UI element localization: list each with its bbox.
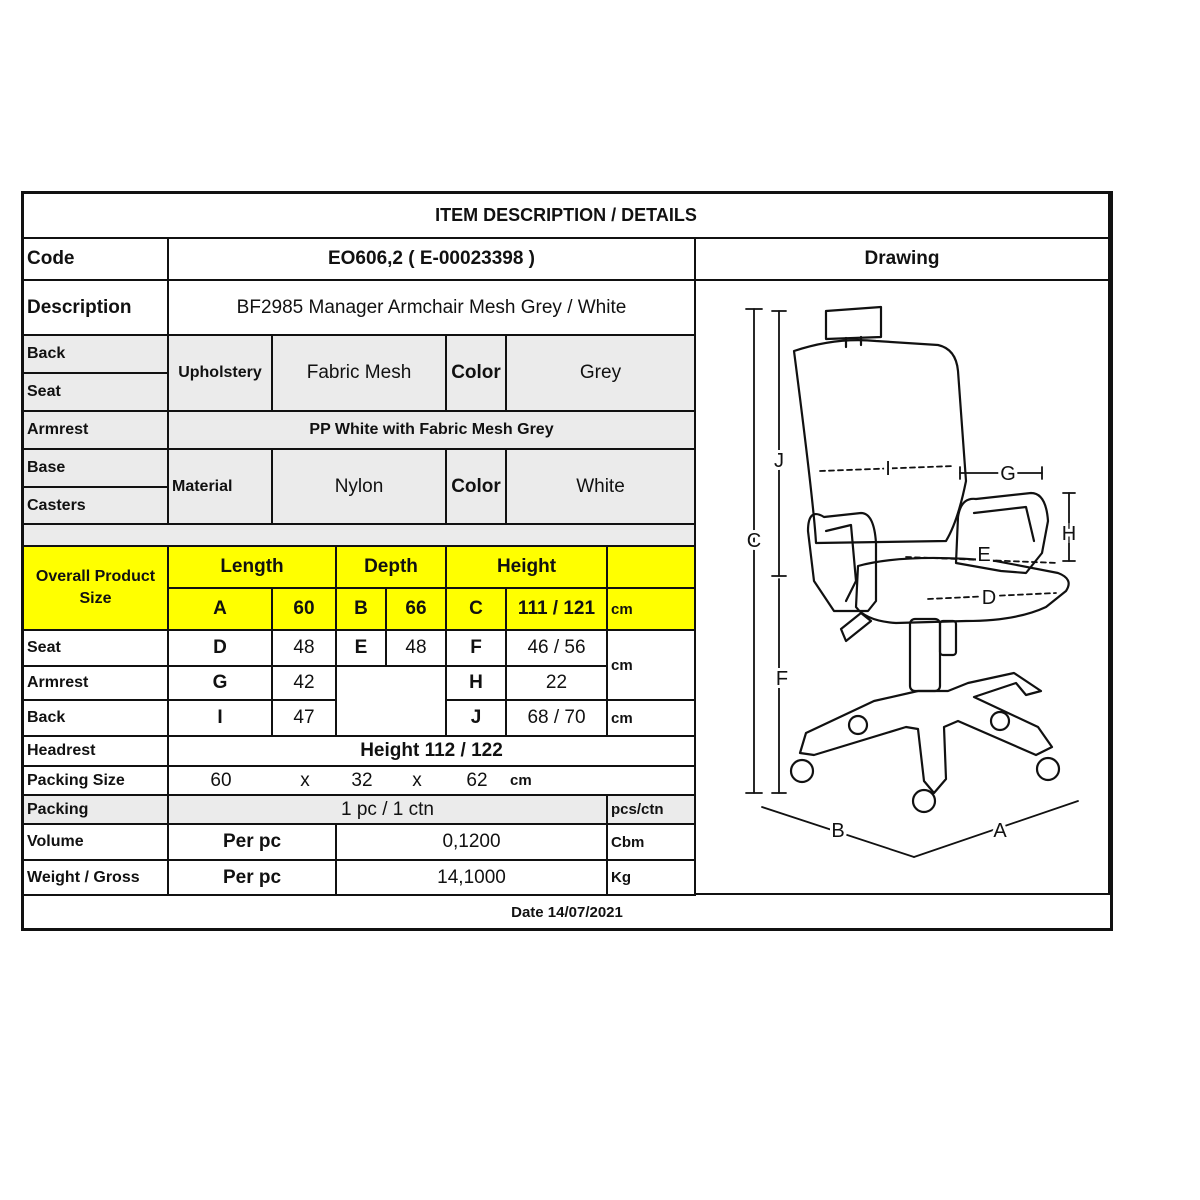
dim-b-key: B (337, 589, 387, 631)
chair-drawing (696, 281, 1110, 895)
dim-c-key: C (447, 589, 507, 631)
caster-back-right (991, 712, 1009, 730)
dim-e-key: E (337, 631, 387, 667)
backrest-shape (794, 340, 966, 543)
diagram-label-d: D (981, 587, 997, 609)
packing-size-x-1: x (273, 767, 337, 796)
packing-size-unit: cm (507, 767, 696, 796)
material-value: Nylon (273, 450, 447, 525)
length-header: Length (169, 547, 337, 589)
packing-unit: pcs/ctn (608, 796, 696, 825)
description-label: Description (24, 281, 169, 336)
volume-label: Volume (24, 825, 169, 861)
dim-d-value: 48 (273, 631, 337, 667)
dim-d-key: D (169, 631, 273, 667)
volume-per: Per pc (169, 825, 337, 861)
upholstery-label: Upholstery (169, 336, 273, 412)
dim-j-key: J (447, 701, 507, 737)
dim-f-value: 46 / 56 (507, 631, 608, 667)
date-footer: Date 14/07/2021 (24, 896, 1110, 928)
back-unit: cm (608, 701, 696, 737)
dim-a-key: A (169, 589, 273, 631)
spacer-row (24, 525, 696, 547)
headrest-label: Headrest (24, 737, 169, 767)
empty-merged-cell (337, 667, 447, 737)
packing-value: 1 pc / 1 ctn (169, 796, 608, 825)
back-dims-label: Back (24, 701, 169, 737)
dim-e-value: 48 (387, 631, 447, 667)
description-value: BF2985 Manager Armchair Mesh Grey / White (169, 281, 696, 336)
dim-j-value: 68 / 70 (507, 701, 608, 737)
diagram-label-i: I (885, 458, 891, 480)
dim-f-key: F (447, 631, 507, 667)
headrest-value: Height 112 / 122 (169, 737, 696, 767)
packing-size-x-2: x (387, 767, 447, 796)
armrest-label: Armrest (24, 412, 169, 450)
upholstery-value: Fabric Mesh (273, 336, 447, 412)
diagram-label-j: J (774, 450, 784, 472)
base-shape (800, 673, 1052, 793)
dim-g-key: G (169, 667, 273, 701)
office-chair-diagram (696, 281, 1110, 895)
diagram-label-c: C (746, 530, 762, 552)
packing-size-value-2: 32 (337, 767, 387, 796)
seat-dims-label: Seat (24, 631, 169, 667)
dim-c-value: 111 / 121 (507, 589, 608, 631)
diagram-label-b: B (831, 820, 845, 842)
diagram-label-g: G (1000, 463, 1016, 485)
diagram-label-a: A (993, 820, 1007, 842)
base-label: Base (24, 450, 169, 488)
gas-lift-shape (910, 619, 940, 691)
right-armrest-shape (956, 493, 1048, 573)
dim-i-key: I (169, 701, 273, 737)
packing-size-value-3: 62 (447, 767, 507, 796)
dim-h-key: H (447, 667, 507, 701)
casters-label: Casters (24, 488, 169, 525)
volume-value: 0,1200 (337, 825, 608, 861)
height-header: Height (447, 547, 608, 589)
material-label: Material (169, 450, 273, 525)
overall-unit-spacer (608, 547, 696, 589)
color-value-base: White (507, 450, 696, 525)
dim-i-value: 47 (273, 701, 337, 737)
back-label: Back (24, 336, 169, 374)
color-value-upholstery: Grey (507, 336, 696, 412)
diagram-label-f: F (775, 668, 789, 690)
packing-label: Packing (24, 796, 169, 825)
packing-size-value-1: 60 (169, 767, 273, 796)
weight-unit: Kg (608, 861, 696, 896)
caster-front-left (791, 760, 813, 782)
depth-header: Depth (337, 547, 447, 589)
dim-b-value: 66 (387, 589, 447, 631)
caster-front-center (913, 790, 935, 812)
seat-armrest-unit: cm (608, 631, 696, 701)
drawing-header: Drawing (696, 239, 1110, 281)
sheet-title: ITEM DESCRIPTION / DETAILS (24, 194, 1110, 239)
dim-g-value: 42 (273, 667, 337, 701)
diagram-label-e: E (977, 544, 991, 566)
volume-unit: Cbm (608, 825, 696, 861)
dim-a-value: 60 (273, 589, 337, 631)
overall-unit: cm (608, 589, 696, 631)
overall-size-label: Overall Product Size (24, 547, 169, 631)
weight-value: 14,1000 (337, 861, 608, 896)
color-label-base: Color (447, 450, 507, 525)
armrest-material-value: PP White with Fabric Mesh Grey (169, 412, 696, 450)
packing-size-label: Packing Size (24, 767, 169, 796)
weight-per: Per pc (169, 861, 337, 896)
code-label: Code (24, 239, 169, 281)
dim-h-value: 22 (507, 667, 608, 701)
armrest-dims-label: Armrest (24, 667, 169, 701)
diagram-label-h: H (1061, 523, 1077, 545)
caster-back-left (849, 716, 867, 734)
headrest-shape (826, 307, 881, 339)
code-value: EO606,2 ( E-00023398 ) (169, 239, 696, 281)
weight-label: Weight / Gross (24, 861, 169, 896)
color-label-upholstery: Color (447, 336, 507, 412)
seat-shape (856, 558, 1069, 623)
seat-label: Seat (24, 374, 169, 412)
caster-front-right (1037, 758, 1059, 780)
